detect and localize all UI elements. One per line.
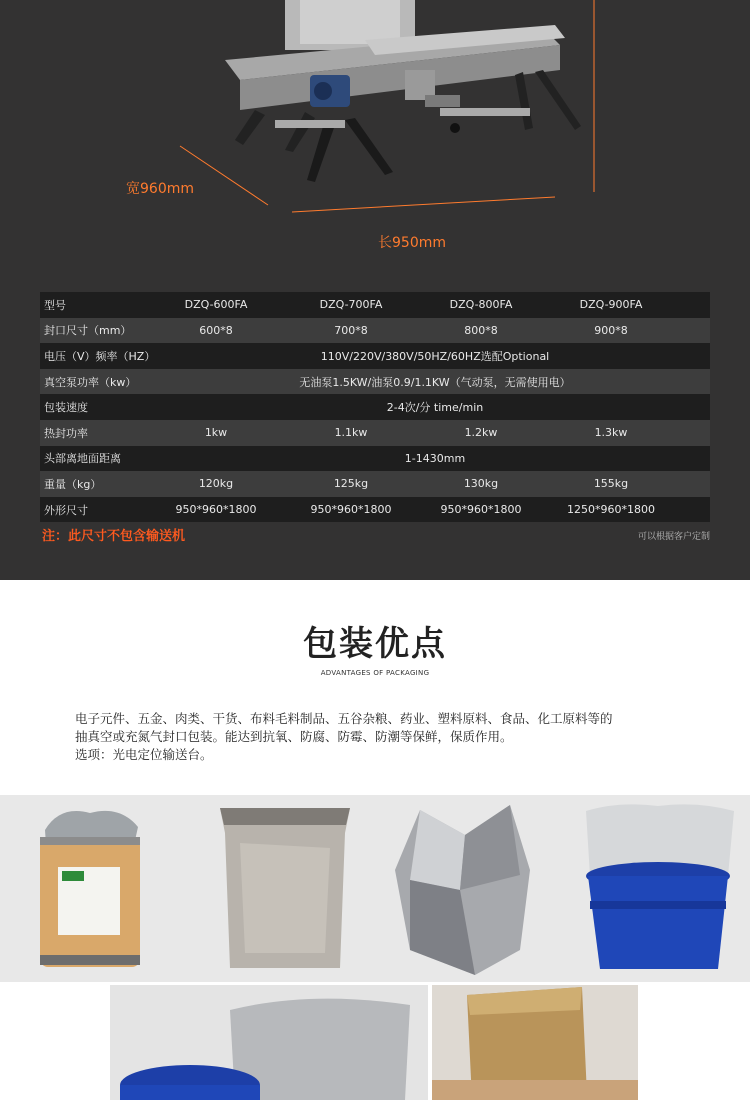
table-row [40,343,710,369]
row-label: 真空泵功率（kw） [44,375,137,389]
table-row [40,369,710,395]
table-row [40,497,710,523]
foil-bag-photo [210,803,360,978]
text-line: 抽真空或充氮气封口包装。能达到抗氧、防腐、防霉、防潮等保鲜，保质作用。 [75,729,513,744]
value-cell: 125kg [333,477,369,491]
crumpled-foil-photo [390,800,540,975]
value-cell: 无油泵1.5KW/油泵0.9/1.1KW（气动泵，无需使用电） [299,375,571,389]
value-cell: 900*8 [594,323,628,337]
text-line: 电子元件、五金、肉类、干货、布料毛料制品、五谷杂粮、药业、塑料原料、食品、化工原料等的 [75,711,613,726]
value-cell: 1.3kw [594,426,628,440]
blue-drum-photo [578,801,738,976]
dimension-lines [0,0,750,260]
length-label: 长950mm [378,235,446,251]
value-cell: 1250*960*1800 [567,503,655,517]
row-label: 封口尺寸（mm） [44,324,132,338]
value-cell: 700*8 [334,323,368,337]
fiber-drum-photo [30,805,150,975]
width-label: 宽960mm [126,181,194,197]
value-cell: 110V/220V/380V/50HZ/60HZ选配Optional [320,349,550,363]
value-cell: 1-1430mm [404,451,466,465]
model-cell: DZQ-900FA [579,298,643,312]
row-label: 型号 [44,298,66,312]
drum-foil-photo [110,985,428,1100]
value-cell: 1kw [204,426,228,440]
value-cell: 600*8 [199,323,233,337]
row-label: 头部离地面距离 [44,452,121,466]
product-photos [0,795,750,982]
table-row [40,292,710,318]
section-title: 包装优点 [303,624,447,664]
value-cell: 2-4次/分 time/min [386,401,484,415]
value-cell: 120kg [198,477,234,491]
table-row [40,318,710,344]
value-cell: 155kg [593,477,629,491]
size-note: 注：此尺寸不包含输送机 [42,529,186,544]
model-cell: DZQ-700FA [319,298,383,312]
model-cell: DZQ-800FA [449,298,513,312]
value-cell: 800*8 [464,323,498,337]
value-cell: 950*960*1800 [175,503,257,517]
table-row [40,420,710,446]
text-line: 选项：光电定位输送台。 [75,747,213,762]
value-cell: 950*960*1800 [310,503,392,517]
gold-bag-image [432,985,638,1100]
section-subtitle: ADVANTAGES OF PACKAGING [320,669,430,677]
row-label: 热封功率 [44,426,88,440]
model-cell: DZQ-600FA [184,298,248,312]
spec-table [40,292,710,522]
table-row [40,471,710,497]
advantages-text [75,710,695,764]
value-cell: 130kg [463,477,499,491]
row-label: 重量（kg） [44,477,102,491]
value-cell: 1.1kw [334,426,368,440]
row-label: 包装速度 [44,401,88,415]
value-cell: 1.2kw [464,426,498,440]
table-row [40,446,710,472]
custom-note: 可以根据客户定制 [637,532,710,542]
table-row [40,394,710,420]
drum-foil-image [110,985,428,1100]
value-cell: 950*960*1800 [440,503,522,517]
row-label: 电压（V）频率（HZ） [44,349,156,363]
gold-bag-photo [432,985,638,1100]
row-label: 外形尺寸 [44,503,88,517]
